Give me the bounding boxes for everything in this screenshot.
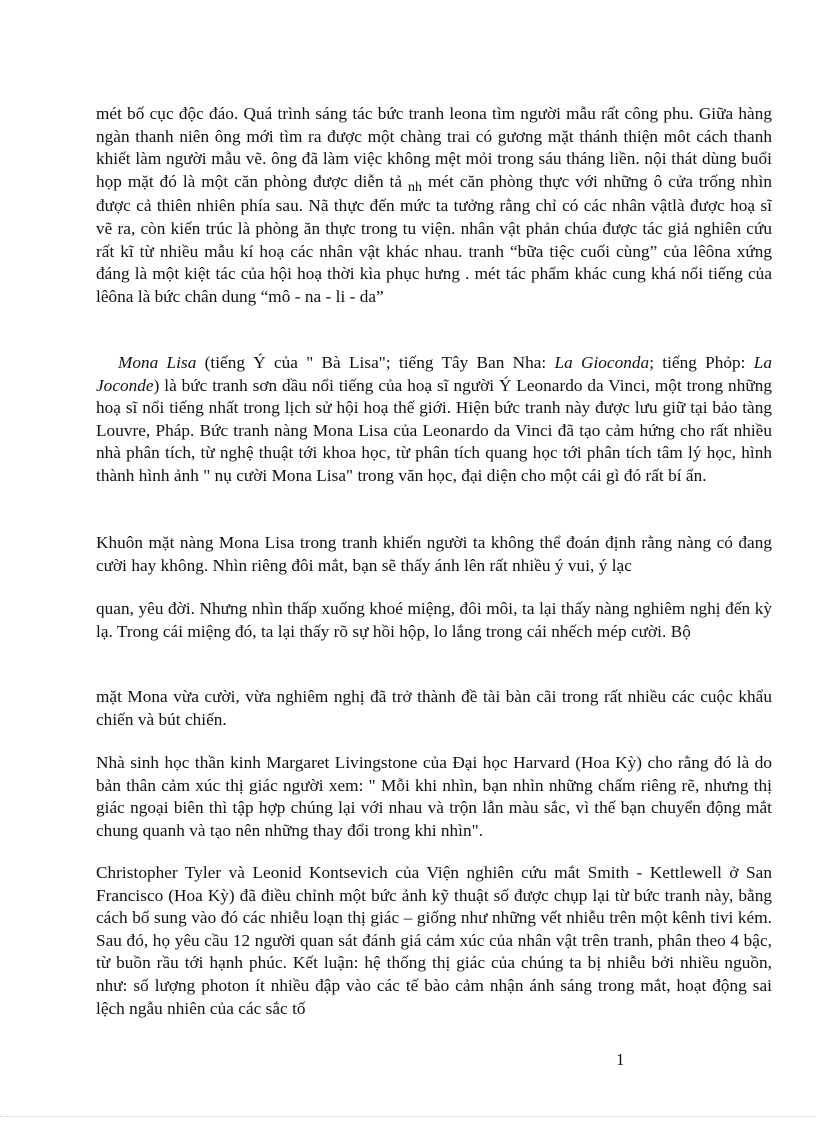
paragraph-face-description-continued <box>96 598 772 643</box>
paragraph-text: quan, yêu đời. Nhưng nhìn thấp xuống khoé miệng, đôi môi, ta lại thấy nàng nghiêm nghị đến kỳ lạ. Trong cái miệng đó, ta lại thấy rõ sự hồi hộp, lo lắng trong cái nhếch mép cười. Bộ <box>96 599 772 641</box>
paragraph-text: mặt Mona vừa cười, vừa nghiêm nghị đã trở thành đề tài bàn cãi trong rất nhiều các cuộc khẩu chiến và bút chiến. <box>96 687 772 729</box>
paragraph-text <box>96 352 772 488</box>
paragraph-face-description <box>96 532 772 577</box>
paragraph-text <box>96 103 772 308</box>
paragraph-text: Khuôn mặt nàng Mona Lisa trong tranh khiến người ta không thể đoán định rằng nàng có đang cười hay không. Nhìn riêng đôi mắt, bạn sẽ thấy ánh lên rất nhiều ý vui, ý lạc <box>96 533 772 575</box>
paragraph-text-1: (tiếng Ý của " Bà Lisa"; tiếng Tây Ban Nha: <box>196 353 555 372</box>
subscript-text: nh <box>407 179 423 195</box>
french-name-italic: La Joconde <box>96 353 772 395</box>
paragraph-text-part-b: mét căn phòng thực với những ô cửa trống nhìn được cả thiên nhiên phía sau. Nã thực đến mức ta tưởng rằng chỉ có các nhân vậtlà được hoạ sĩ vẽ ra, còn kiến trúc là phòng ăn thực trong tu viện. nhân vật phản chúa được tác giả nghiên cứu rất kĩ từ nhiều mẫu kí hoạ các nhân vật khác nhau. tranh “bữa tiệc cuối cùng” của lêôna xứng đáng là một kiệt tác của hội hoạ thời kìa phục hưng . mét tác phẩm khác cung khá nổi tiếng của lêôna là bức chân dung “mô - na - li - da” <box>96 171 772 306</box>
page-bottom-divider <box>0 1116 816 1117</box>
title-italic: Mona Lisa <box>118 353 197 372</box>
spanish-name-italic: La Gioconda <box>554 353 650 372</box>
paragraph-text-3: ) là bức tranh sơn dầu nổi tiếng của hoạ sĩ người Ý Leonardo da Vinci, một trong những hoạ sĩ nổi tiếng nhất trong lịch sử hội hoạ thế giới. Hiện bức tranh này được lưu giữ tại bảo tàng Louvre, Pháp. Bức tranh nàng Mona Lisa của Leonardo da Vinci đã tạo cảm hứng cho rất nhiều nhà phân tích, từ nghệ thuật tới khoa học, từ phân tích quang học tới phân tích tâm lý học, hình thành hình ảnh " nụ cười Mona Lisa" trong văn học, đại diện cho một cái gì đó rất bí ẩn. <box>96 375 772 485</box>
paragraph-debate <box>96 686 772 731</box>
page-number: 1 <box>616 1050 625 1069</box>
paragraph-text-part-a: mét bố cục độc đáo. Quá trình sáng tác bức tranh leona tìm người mẫu rất công phu. Giữa hàng ngàn thanh niên ông mới tìm ra được một chàng trai có gương mặt thánh thiện môt cách thanh khiết làm người mẫu vẽ. ông đã làm việc không mệt mỏi trong sáu tháng liền. nội thát dùng buổi họp mặt đó là một căn phòng được diễn tả <box>96 104 772 191</box>
paragraph-text-2: ; tiếng Phỏp: <box>649 353 754 372</box>
paragraph-leonardo-last-supper <box>96 103 772 308</box>
paragraph-text: Nhà sinh học thần kinh Margaret Livingstone của Đại học Harvard (Hoa Kỳ) cho rằng đó là do bản thân cảm xúc thị giác người xem: " Mỗi khi nhìn, bạn nhìn những chấm riêng rẽ, nhưng thị giác ngoại biên thì tập hợp chúng lại với nhau và trộn lẫn màu sắc, vì thế bạn chuyển động mắt chung quanh và tạo nên những thay đổi trong khi nhìn". <box>96 753 772 840</box>
paragraph-livingstone <box>96 752 772 842</box>
paragraph-tyler-kontsevich <box>96 862 772 1020</box>
paragraph-text: Christopher Tyler và Leonid Kontsevich của Viện nghiên cứu mắt Smith - Kettlewell ở San Francisco (Hoa Kỳ) đã điều chỉnh một bức ảnh kỹ thuật số được chụp lại từ bức tranh này, bằng cách bổ sung vào đó các nhiễu loạn thị giác – giống như những vết nhiễu trên một kênh tivi kém. Sau đó, họ yêu cầu 12 người quan sát đánh giá cảm xúc của nhân vật trên tranh, phân theo 4 bậc, từ buồn rầu tới hạnh phúc. Kết luận: hệ thống thị giác của chúng ta bị nhiễu bởi nhiều nguồn, như: số lượng photon ít nhiều đập vào các tế bào cảm nhận ánh sáng trong mắt, hoạt động sai lệch ngẫu nhiên của các sắc tố <box>96 863 772 1018</box>
paragraph-mona-lisa-intro <box>96 352 772 488</box>
